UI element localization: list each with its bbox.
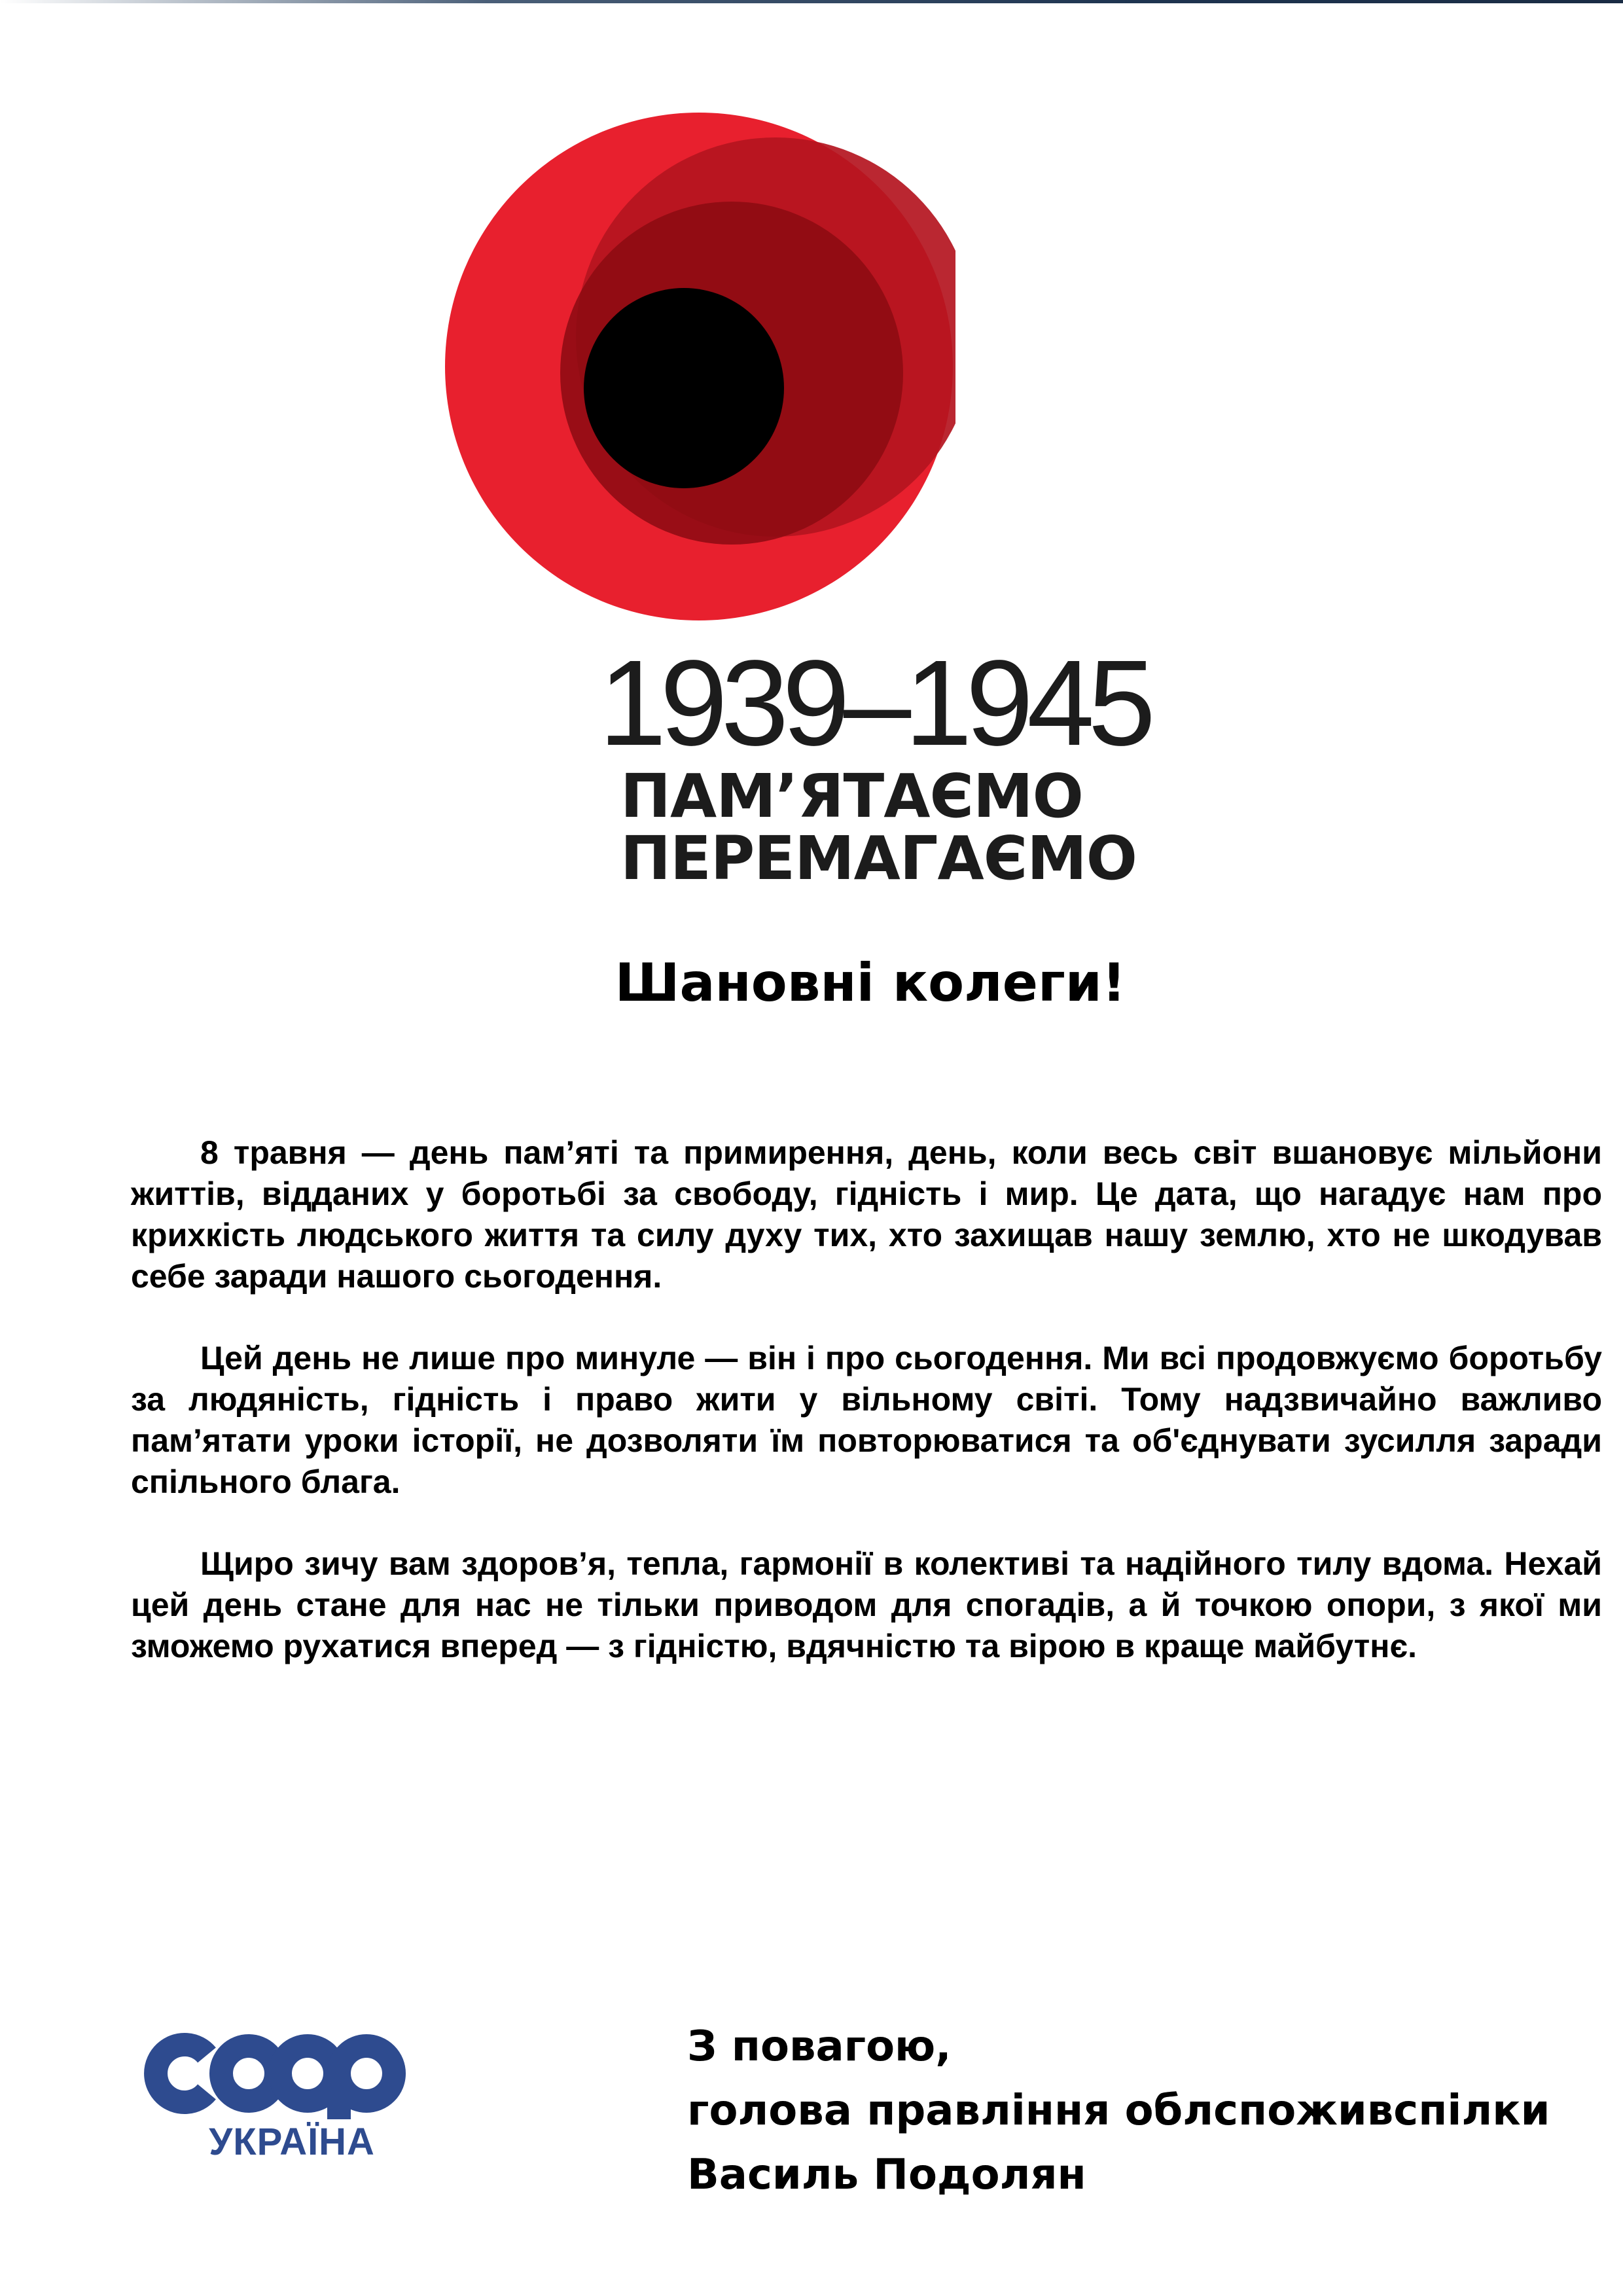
coop-wordmark <box>136 2015 424 2119</box>
greeting-heading: Шановні колеги! <box>615 952 1126 1013</box>
signature-name: Василь Подолян <box>687 2151 1086 2199</box>
letter-body <box>131 1132 1602 1708</box>
slogan-remember: ПАМ’ЯТАЄМО <box>620 761 1083 831</box>
years-heading: 1939–1945 <box>599 636 1149 771</box>
poppy-emblem <box>445 105 955 628</box>
signature-position: голова правління облспоживспілки <box>687 2087 1550 2135</box>
paragraph-3: Щиро зичу вам здоров’я, тепла, гармонії в колективі та надійного тилу вдома. Нехай цей день стане для нас не тільки приводом для спогадів, а й точкою опори, з якої ми зможемо рухатися вперед — з гідністю, вдячністю та вірою в краще майбутнє. <box>131 1545 1602 1664</box>
paragraph-2: Цей день не лише про минуле — він і про сьогодення. Ми всі продовжуємо боротьбу за людяність, гідність і право жити у вільному світі. Тому надзвичайно важливо пам’ятати уроки історії, не дозволяти їм повторюватися та об'єднувати зусилля заради спільного блага. <box>131 1340 1602 1500</box>
signature-block <box>687 2015 1603 2207</box>
logo-caption: УКРАЇНА <box>209 2121 375 2163</box>
slogan-win: ПЕРЕМАГАЄМО <box>620 823 1137 893</box>
poppy-center <box>584 288 784 488</box>
top-divider <box>0 0 1623 3</box>
coop-ukraine-logo <box>136 2015 424 2172</box>
paragraph-1: 8 травня — день пам’яті та примирення, день, коли весь світ вшановує мільйони життів, відданих у боротьбі за свободу, гідність і мир. Це дата, що нагадує нам про крихкість людського життя та силу духу тих, хто захищав нашу землю, хто не шкодував себе заради нашого сьогодення. <box>131 1134 1602 1295</box>
signature-closing: З повагою, <box>687 2022 952 2071</box>
